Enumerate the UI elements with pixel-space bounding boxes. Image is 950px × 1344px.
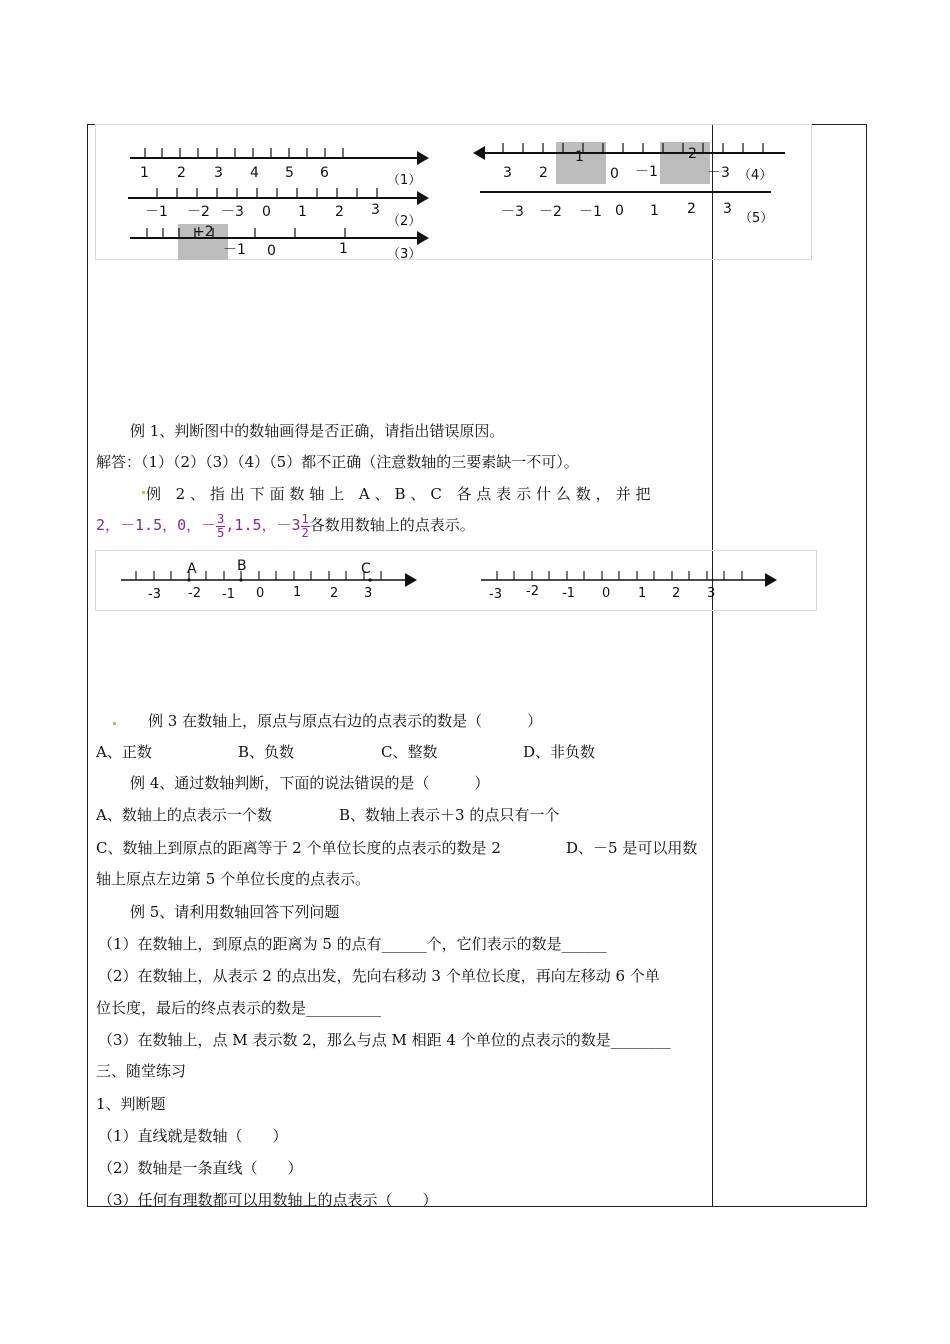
practice-item-1: （1）直线就是数轴（ ） bbox=[98, 1127, 288, 1145]
axis-2-tick-label: 3 bbox=[371, 202, 380, 218]
example-2-numbers-a: 2，－1.5，0，－ bbox=[96, 516, 217, 534]
axis-2-tick-label: 2 bbox=[335, 204, 344, 220]
point-B-label: B bbox=[237, 558, 247, 574]
axis-5-tick-label: 2 bbox=[687, 201, 696, 217]
axis-1-caption: （1） bbox=[387, 173, 422, 188]
example-2-line1: 例 2、指出下面数轴上 A、B、C 各点表示什么数，并把 bbox=[146, 485, 656, 503]
practice-item-3: （3）任何有理数都可以用数轴上的点表示（ ） bbox=[98, 1191, 438, 1209]
axis-5-tick-label: 3 bbox=[723, 201, 732, 217]
axis-5-caption: （5） bbox=[739, 211, 774, 226]
axis-2-tick-label: －2 bbox=[187, 204, 210, 220]
axis-4-caption: （4） bbox=[738, 168, 773, 183]
axis-4-tick-label: 1 bbox=[575, 149, 584, 165]
example-4-option-d: D、－5 是可以用数 bbox=[566, 839, 698, 857]
axis-2-tick-label: 1 bbox=[298, 204, 307, 220]
axis-3-tick-label: 1 bbox=[339, 241, 348, 257]
axis-5-tick-label: －2 bbox=[539, 204, 562, 220]
figure-abc-number-lines bbox=[95, 550, 817, 611]
example-3-option-b: B、负数 bbox=[238, 743, 295, 761]
example-4-option-c: C、数轴上到原点的距离等于 2 个单位长度的点表示的数是 2 bbox=[96, 839, 501, 857]
axis-2-caption: （2） bbox=[387, 214, 422, 229]
axis-abc-tick-label: -1 bbox=[222, 587, 235, 602]
example-4-option-b: B、数轴上表示＋3 的点只有一个 bbox=[339, 806, 560, 824]
axis-3-tick-label: －1 bbox=[223, 242, 246, 258]
axis-blank-tick-label: 2 bbox=[672, 586, 681, 601]
axis-abc-tick-label: 2 bbox=[330, 586, 339, 601]
axis-5-tick-label: －3 bbox=[501, 204, 524, 220]
axis-4-tick-label: －1 bbox=[635, 164, 658, 180]
example-3-question: 例 3 在数轴上，原点与原点右边的点表示的数是（ ） bbox=[148, 712, 543, 730]
example-4-option-d-cont: 轴上原点左边第 5 个单位长度的点表示。 bbox=[96, 870, 371, 888]
practice-item-2: （2）数轴是一条直线（ ） bbox=[98, 1159, 303, 1177]
point-A-label: A bbox=[187, 561, 197, 577]
fraction-three-fifths bbox=[216, 513, 225, 540]
marker-dot bbox=[113, 722, 116, 725]
axis-abc-tick-label: -2 bbox=[188, 586, 201, 601]
point-C-label: C bbox=[361, 561, 371, 577]
axis-2 bbox=[128, 188, 429, 229]
example-5-title: 例 5、请利用数轴回答下列问题 bbox=[130, 903, 340, 921]
axis-blank-tick-label: 3 bbox=[707, 586, 716, 601]
axis-blank-tick-label: -1 bbox=[562, 586, 575, 601]
fraction-1-denominator: 5 bbox=[217, 525, 225, 540]
example-5-q2-cont: 位长度，最后的终点表示的数是__________ bbox=[96, 999, 382, 1017]
axis-blank-tick-label: 1 bbox=[638, 586, 647, 601]
practice-subheading: 1、判断题 bbox=[96, 1095, 166, 1113]
example-5-q3: （3）在数轴上，点 M 表示数 2，那么与点 M 相距 4 个单位的点表示的数是________ bbox=[98, 1031, 671, 1049]
example-5-q2: （2）在数轴上，从表示 2 的点出发，先向右移动 3 个单位长度，再向左移动 6 个单 bbox=[98, 967, 660, 985]
axis-2-tick-label: 0 bbox=[262, 204, 271, 220]
axis-5-tick-label: 1 bbox=[650, 203, 659, 219]
axis-blank-tick-label: -3 bbox=[489, 587, 502, 602]
fraction-1-numerator: 3 bbox=[217, 511, 225, 526]
example-1-question: 例 1、判断图中的数轴画得是否正确，请指出错误原因。 bbox=[130, 422, 505, 440]
example-3-option-a: A、正数 bbox=[96, 743, 152, 761]
point-B-dot bbox=[239, 578, 242, 581]
axis-3-tick-label: 0 bbox=[267, 243, 276, 259]
fraction-2-numerator: 1 bbox=[301, 511, 309, 526]
axis-blank-tick-label: 0 bbox=[602, 586, 611, 601]
axis-abc-tick-label: 1 bbox=[293, 585, 302, 600]
axis-blank-tick-label: -2 bbox=[526, 584, 539, 599]
point-C-dot bbox=[368, 578, 371, 581]
example-2-numbers-b: ,1.5，－3 bbox=[225, 516, 301, 534]
example-3-option-d: D、非负数 bbox=[523, 743, 596, 761]
axis-abc bbox=[121, 558, 417, 602]
axis-1-tick-label: 6 bbox=[320, 165, 329, 181]
axis-5-tick-label: －1 bbox=[579, 204, 602, 220]
axis-2-tick-label: －3 bbox=[221, 204, 244, 220]
axis-4-tick-label: 0 bbox=[610, 166, 619, 182]
axis-1-tick-label: 2 bbox=[177, 165, 186, 181]
axis-4-tick-label: 3 bbox=[503, 165, 512, 181]
example-4-question: 例 4、通过数轴判断，下面的说法错误的是（ ） bbox=[130, 774, 490, 792]
example-5-q1: （1）在数轴上，到原点的距离为 5 的点有______个，它们表示的数是______ bbox=[98, 935, 607, 953]
figure-number-lines bbox=[95, 124, 812, 264]
axis-3-caption: （3） bbox=[387, 247, 422, 262]
axis-1-tick-label: 4 bbox=[250, 165, 259, 181]
axis-abc-tick-label: -3 bbox=[148, 587, 161, 602]
axis-1-tick-label: 5 bbox=[285, 165, 294, 181]
fraction-one-half bbox=[301, 513, 310, 540]
axis-1-tick-label: 1 bbox=[140, 165, 149, 181]
axis-2-tick-label: －1 bbox=[145, 204, 168, 220]
axis-5 bbox=[480, 192, 773, 226]
axis-abc-tick-label: 0 bbox=[256, 586, 265, 601]
marker-dot bbox=[142, 491, 145, 494]
practice-heading: 三、随堂练习 bbox=[96, 1062, 187, 1080]
axis-abc-tick-label: 3 bbox=[364, 586, 373, 601]
example-4-option-a: A、数轴上的点表示一个数 bbox=[96, 806, 272, 824]
point-A-dot bbox=[187, 578, 190, 581]
axis-3 bbox=[130, 224, 429, 262]
axis-4-tick-label: 2 bbox=[539, 165, 548, 181]
axis-4 bbox=[473, 142, 785, 184]
example-3-option-c: C、整数 bbox=[381, 743, 438, 761]
example-1-answer: 解答：（1）（2）（3）（4）（5）都不正确（注意数轴的三要素缺一不可）。 bbox=[96, 453, 579, 471]
fraction-2-denominator: 2 bbox=[301, 525, 309, 540]
axis-1-tick-label: 3 bbox=[214, 165, 223, 181]
axis-4-tick-label: 2 bbox=[688, 146, 697, 162]
axis-3-tick-label: +2 bbox=[193, 224, 214, 240]
axis-blank bbox=[481, 571, 777, 602]
example-2-tail: 各数用数轴上的点表示。 bbox=[309, 516, 475, 534]
table-column-divider bbox=[712, 124, 713, 1207]
axis-1 bbox=[130, 148, 429, 188]
example-2-line2 bbox=[96, 508, 475, 542]
axis-4-tick-label: －3 bbox=[707, 165, 730, 181]
axis-5-tick-label: 0 bbox=[615, 203, 624, 219]
